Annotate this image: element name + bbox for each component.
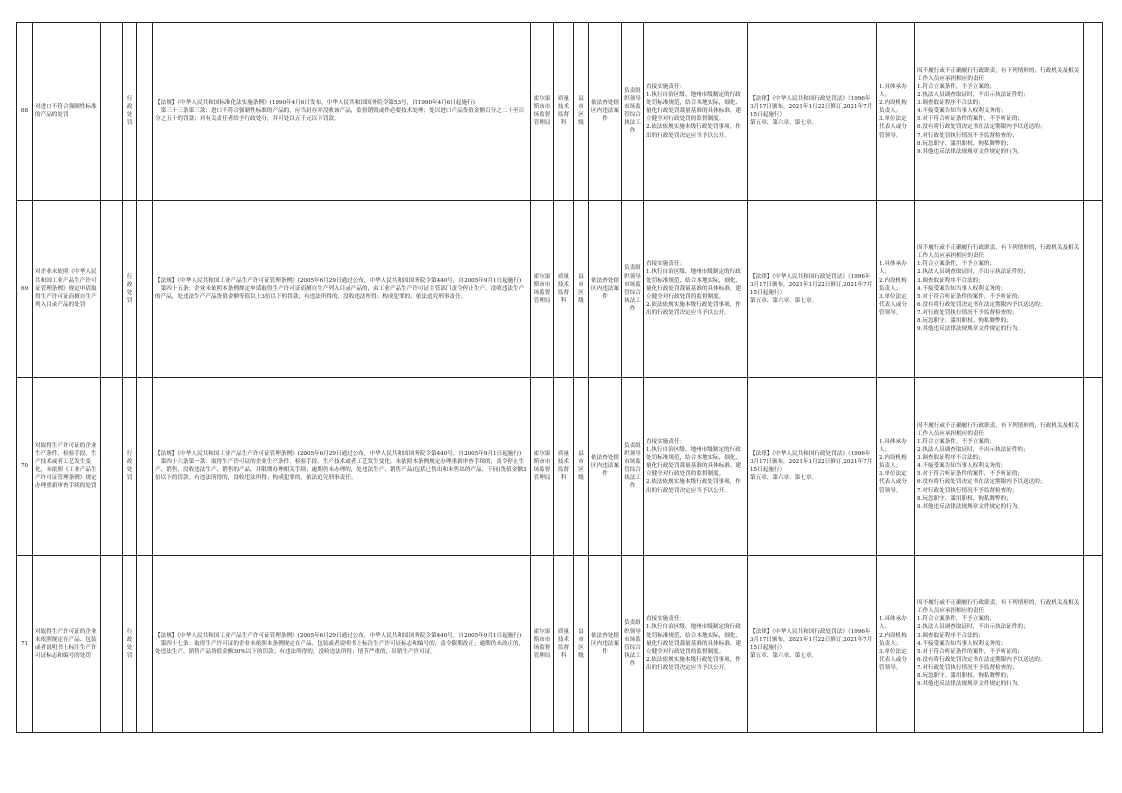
- table-row: [17, 555, 1103, 733]
- legal-basis: 【法规】《中华人民共和国工业产品生产许可证管理条例》(2005年6月29日通过公布，中华人民共和国国务院令第440号，自2005年9月1日起施行) 第四十六条第一款：取得生产许可证的企业生产条件、检验手段、生产技术或者工艺发生变化，未依照本条例规定办理重新审查手续的，责令停止生产、销售，没收违法生产、销售的产品，并限期办理相关手续；逾期仍未办理的，处违法生产、销售产品(包括已售出和未售出的产品，下同)货值金额3倍以下的罚款；有违法所得的，没收违法所得；构成犯罪的，依法追究刑事责任。: [153, 378, 531, 556]
- responsible-subject: 1.具体承办人； 2.内设机构负责人； 3.单位法定代表人或分管领导。: [877, 378, 915, 556]
- legal-basis: 【法规】《中华人民共和国工业产品生产许可证管理条例》(2005年6月29日通过公布，中华人民共和国国务院令第440号，自2005年9月1日起施行) 第四十七条：取得生产许可证的企业未依照本条例规定在产品、包装或者说明书上标注生产许可证标志和编号的，责令限期改正；逾期仍未改正的，处违法生产、销售产品货值金额30%以下的罚款；有违法所得的，没收违法所得；情节严重的，吊销生产许可证。: [153, 555, 531, 733]
- item-name: 对取得生产许可证的企业未依照规定在产品、包装或者说明书上标注生产许可证标志和编号的处罚: [33, 555, 101, 733]
- remarks: [1084, 23, 1103, 201]
- duty-detail: 直接实施责任： 1.执行自治区级、地州市级制定的行政处罚标准规范，结合本地实际，细化、量化行政处罚裁量基准的具体标准。建立健全对行政处罚的监督制度。 2.依法依规实施本级行政处罚事项，作出的行政处罚决定应当予以公开。: [644, 23, 748, 201]
- scope: 依法查处辖区内违法案件: [589, 378, 622, 556]
- responsible-subject: 1.具体承办人； 2.内设机构负责人； 3.单位法定代表人或分管领导。: [877, 200, 915, 378]
- item-name: 对取得生产许可证的企业生产条件、检验手段、生产技术或者工艺发生变化，未依照《工业产品生产许可证管理条例》规定办理重新审查手续的处罚: [33, 378, 101, 556]
- scope: 依法查处辖区内违法案件: [589, 555, 622, 733]
- duty-detail: 直接实施责任： 1.执行自治区级、地州市级制定的行政处罚标准规范，结合本地实际，细化、量化行政处罚裁量基准的具体标准。建立健全对行政处罚的监督制度。 2.依法依规实施本级行政处罚事项，作出的行政处罚决定应当予以公开。: [644, 200, 748, 378]
- accountability: 因不履行或不正确履行行政职责，有下列情形的，行政机关及相关工作人员应承担相应的责任 1.符合立案条件，不予立案的； 2.执法人员调查取证时，不出示执法证件的； 3.调查取证程序不合法的； 4.不接受案告知当事人权利义务的； 5.对于符合听证条件的案件，不予听证的； 6.没有将行政处罚决定书在法定期限内予以送达的； 7.对行政处罚执行情况不予监督检查的； 8.玩忽职守、滥用职权、徇私舞弊的； 9.其他违反法律法规规章文件规定的行为。: [915, 23, 1084, 201]
- implementing-agency: 霍尔果斯市市场监督管理局: [531, 200, 554, 378]
- scope: 依法查处辖区内违法案件: [589, 23, 622, 201]
- duty-detail: 直接实施责任： 1.执行自治区级、地州市级制定的行政处罚标准规范，结合本地实际，细化、量化行政处罚裁量基准的具体标准。建立健全对行政处罚的监督制度。 2.依法依规实施本级行政处罚事项，作出的行政处罚决定应当予以公开。: [644, 378, 748, 556]
- power-type: 行政处罚: [123, 378, 137, 556]
- table-row: [17, 200, 1103, 378]
- accountability: 因不履行或不正确履行行政职责，有下列情形的，行政机关及相关工作人员应承担相应的责任 1.符合立案条件，不予立案的； 2.执法人员调查取证时，不出示执法证件的； 3.调查取证程序不合法的； 4.不接受案告知当事人权利义务的； 5.对于符合听证条件的案件，不予听证的； 6.没有将行政处罚决定书在法定期限内予以送达的； 7.对行政处罚执行情况不予监督检查的； 8.玩忽职守、滥用职权、徇私舞弊的； 9.其他违反法律法规规章文件规定的行为。: [915, 200, 1084, 378]
- blank-cell: [137, 200, 153, 378]
- power-type: 行政处罚: [123, 200, 137, 378]
- administrative-level: 县市区级: [574, 555, 589, 733]
- responsible-section: 质量技术监督科: [554, 555, 574, 733]
- power-type: 行政处罚: [123, 23, 137, 201]
- blank-cell: [137, 23, 153, 201]
- blank-cell: [137, 555, 153, 733]
- power-list-table: [16, 22, 1103, 733]
- responsible-subject: 1.具体承办人； 2.内设机构负责人； 3.单位法定代表人或分管领导。: [877, 555, 915, 733]
- table-row: [17, 23, 1103, 201]
- responsible-section: 质量技术监督科: [554, 378, 574, 556]
- responsible-section: 质量技术监督科: [554, 200, 574, 378]
- duty-legal-basis: 【法律】《中华人民共和国行政处罚法》（1996年3月17日颁布，2021年1月22日修订,2021年7月15日起施行） 第五章、第六章、第七章。: [748, 378, 877, 556]
- legal-basis: 【法规】《中华人民共和国工业产品生产许可证管理条例》(2005年6月29日通过公布，中华人民共和国国务院令第440号，自2005年9月1日起施行) 第四十五条：企业未依照本条例规定申请取得生产许可证而擅自生产列入目录产品的，由工业产品生产许可证主管部门责令停止生产，没收违法生产的产品，处违法生产产品货值金额等值以上3倍以下的罚款；有违法所得的，没收违法所得；构成犯罪的，依法追究刑事责任。: [153, 200, 531, 378]
- sub-item: [101, 23, 123, 201]
- power-type: 行政处罚: [123, 555, 137, 733]
- blank-cell: [137, 378, 153, 556]
- implementing-agency: 霍尔果斯市市场监督管理局: [531, 378, 554, 556]
- sub-item: [101, 555, 123, 733]
- implementing-agency: 霍尔果斯市市场监督管理局: [531, 23, 554, 201]
- administrative-level: 县市区级: [574, 200, 589, 378]
- responsibility: 负责组织领导市场监管综合执法工作: [622, 23, 644, 201]
- responsibility: 负责组织领导市场监管综合执法工作: [622, 378, 644, 556]
- administrative-level: 县市区级: [574, 378, 589, 556]
- table-row: [17, 378, 1103, 556]
- duty-legal-basis: 【法律】《中华人民共和国行政处罚法》（1996年3月17日颁布，2021年1月22日修订,2021年7月15日起施行） 第五章、第六章、第七章。: [748, 23, 877, 201]
- administrative-level: 县市区级: [574, 23, 589, 201]
- responsibility: 负责组织领导市场监管综合执法工作: [622, 555, 644, 733]
- responsible-subject: 1.具体承办人； 2.内设机构负责人； 3.单位法定代表人或分管领导。: [877, 23, 915, 201]
- row-number: 71: [17, 555, 33, 733]
- row-number: 69: [17, 200, 33, 378]
- duty-detail: 直接实施责任： 1.执行自治区级、地州市级制定的行政处罚标准规范，结合本地实际，细化、量化行政处罚裁量基准的具体标准。建立健全对行政处罚的监督制度。 2.依法依规实施本级行政处罚事项，作出的行政处罚决定应当予以公开。: [644, 555, 748, 733]
- legal-basis: 【法规】《中华人民共和国标准化法实施条例》(1990年4月6日发布，中华人民共和国国务院令第53号，自1990年4月6日起施行) 第三十三条第三款：进口不符合强制性标准的产品的，应当封存并没收该产品，监督销毁或作必要技术处理；处以进口产品货值金额百分之二十至百分之五十的罚款；对有关责任者给予行政处分，并可处以五千元以下罚款。: [153, 23, 531, 201]
- responsible-section: 质量技术监督科: [554, 23, 574, 201]
- scope: 依法查处辖区内违法案件: [589, 200, 622, 378]
- remarks: [1084, 555, 1103, 733]
- remarks: [1084, 378, 1103, 556]
- row-number: 68: [17, 23, 33, 201]
- duty-legal-basis: 【法律】《中华人民共和国行政处罚法》（1996年3月17日颁布，2021年1月22日修订,2021年7月15日起施行） 第五章、第六章、第七章。: [748, 200, 877, 378]
- duty-legal-basis: 【法律】《中华人民共和国行政处罚法》（1996年3月17日颁布，2021年1月22日修订,2021年7月15日起施行） 第五章、第六章、第七章。: [748, 555, 877, 733]
- accountability: 因不履行或不正确履行行政职责，有下列情形的，行政机关及相关工作人员应承担相应的责任 1.符合立案条件，不予立案的； 2.执法人员调查取证时，不出示执法证件的； 3.调查取证程序不合法的； 4.不接受案告知当事人权利义务的； 5.对于符合听证条件的案件，不予听证的； 6.没有将行政处罚决定书在法定期限内予以送达的； 7.对行政处罚执行情况不予监督检查的； 8.玩忽职守、滥用职权、徇私舞弊的； 9.其他违反法律法规规章文件规定的行为。: [915, 555, 1084, 733]
- sub-item: [101, 200, 123, 378]
- item-name: 对企业未依照《中华人民共和国工业产品生产许可证管理条例》规定申请取得生产许可证而擅自生产列入目录产品的处罚: [33, 200, 101, 378]
- accountability: 因不履行或不正确履行行政职责，有下列情形的，行政机关及相关工作人员应承担相应的责任 1.符合立案条件，不予立案的； 2.执法人员调查取证时，不出示执法证件的； 3.调查取证程序不合法的； 4.不接受案告知当事人权利义务的； 5.对于符合听证条件的案件，不予听证的； 6.没有将行政处罚决定书在法定期限内予以送达的； 7.对行政处罚执行情况不予监督检查的； 8.玩忽职守、滥用职权、徇私舞弊的； 9.其他违反法律法规规章文件规定的行为。: [915, 378, 1084, 556]
- implementing-agency: 霍尔果斯市市场监督管理局: [531, 555, 554, 733]
- sub-item: [101, 378, 123, 556]
- row-number: 70: [17, 378, 33, 556]
- remarks: [1084, 200, 1103, 378]
- item-name: 对进口不符合强制性标准的产品的处罚: [33, 23, 101, 201]
- responsibility: 负责组织领导市场监管综合执法工作: [622, 200, 644, 378]
